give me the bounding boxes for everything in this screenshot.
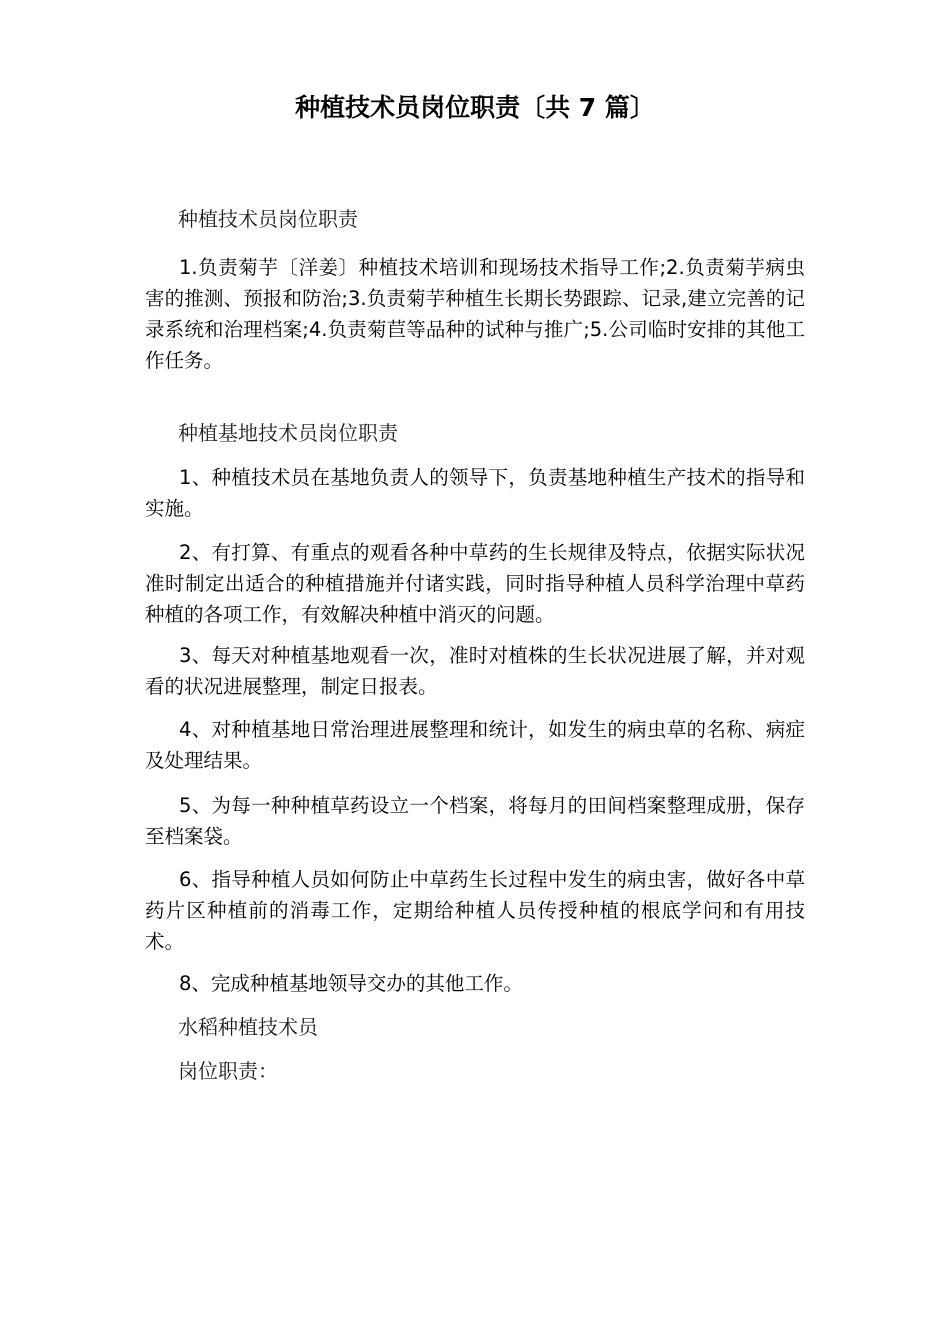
- section-heading-planting-technician: 种植技术员岗位职责: [178, 207, 358, 231]
- duty-item-5: 5、为每一种种植草药设立一个档案，将每月的田间档案整理成册，保存至档案袋。: [145, 794, 805, 848]
- section-paragraph-duties: 1.负责菊芋〔洋姜〕种植技术培训和现场技术指导工作;2.负责菊芋病虫害的推测、预报和防治;3.负责菊芋种植生长期长势跟踪、记录,建立完善的记录系统和治理档案;4.负责菊苣等品种的试种与推广;5.公司临时安排的其他工作任务。: [145, 256, 805, 372]
- duty-item-4: 4、对种植基地日常治理进展整理和统计，如发生的病虫草的名称、病症及处理结果。: [145, 718, 805, 772]
- duty-item-1: 1、种植技术员在基地负责人的领导下，负责基地种植生产技术的指导和实施。: [145, 466, 805, 520]
- section-heading-rice-technician: 水稻种植技术员: [178, 1015, 318, 1039]
- duty-item-3: 3、每天对种植基地观看一次，准时对植株的生长状况进展了解，并对观看的状况进展整理，制定日报表。: [145, 644, 805, 698]
- section-subheading-duties: 岗位职责：: [178, 1059, 278, 1083]
- duty-item-8: 8、完成种植基地领导交办的其他工作。: [179, 972, 523, 995]
- duty-item-6: 6、指导种植人员如何防止中草药生长过程中发生的病虫害，做好各中草药片区种植前的消毒工作，定期给种植人员传授种植的根底学问和有用技术。: [145, 868, 805, 953]
- duty-item-2: 2、有打算、有重点的观看各种中草药的生长规律及特点，依据实际状况准时制定出适合的种植措施并付诸实践，同时指导种植人员科学治理中草药种植的各项工作，有效解决种植中消灭的问题。: [145, 541, 805, 626]
- document-title: 种植技术员岗位职责〔共 7 篇〕: [295, 93, 655, 122]
- section-heading-base-technician: 种植基地技术员岗位职责: [178, 421, 398, 445]
